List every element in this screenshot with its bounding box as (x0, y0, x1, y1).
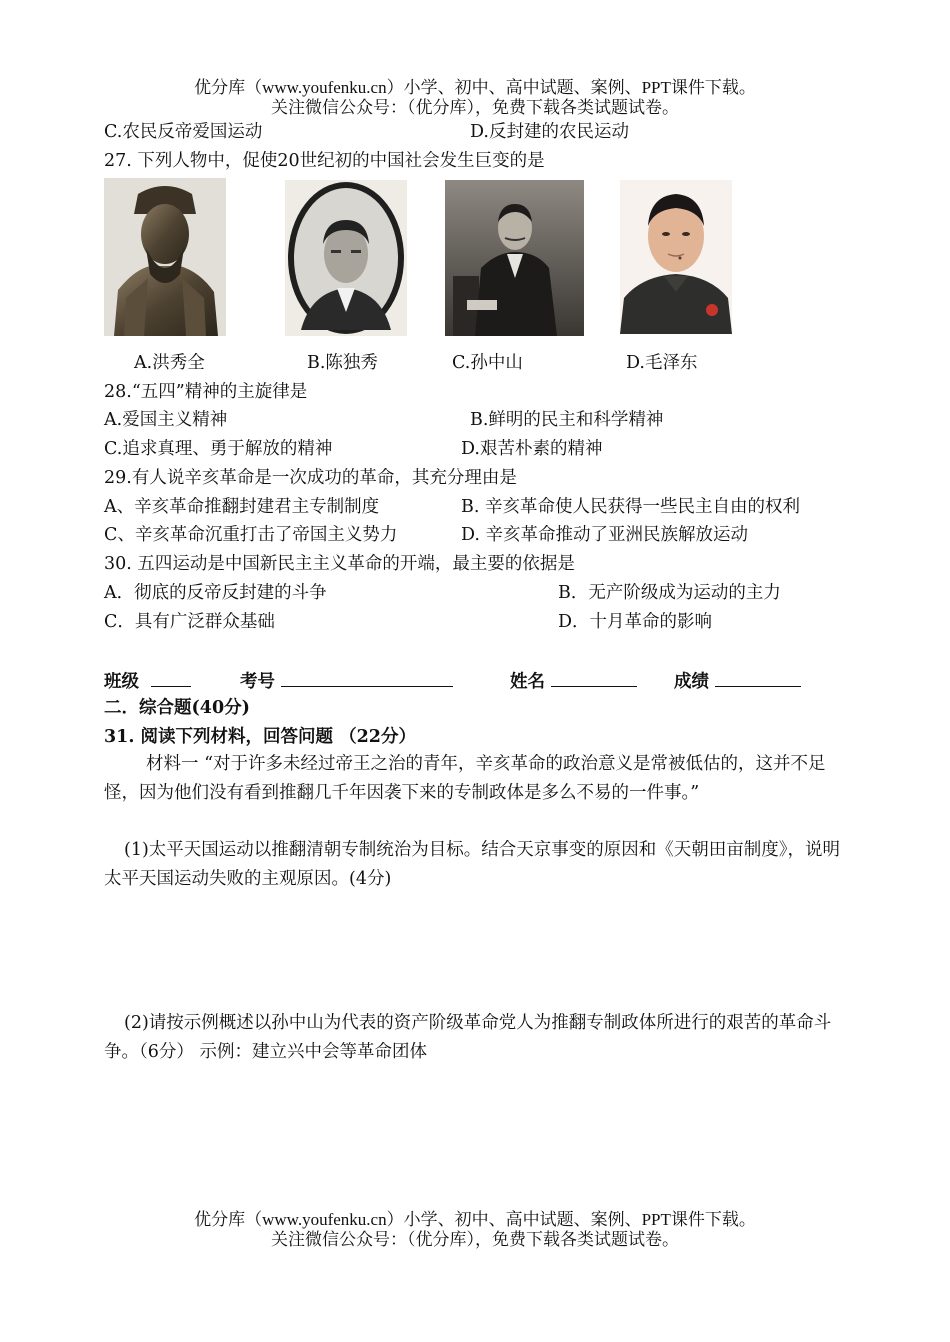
q29-option-d: D. 辛亥革命推动了亚洲民族解放运动 (461, 525, 749, 545)
score-group (674, 668, 801, 693)
footer-line-2: 关注微信公众号：（优分库），免费下载各类试题试卷。 (271, 1230, 679, 1249)
q27-option-d: D.毛泽东 (626, 353, 698, 373)
q29-option-b: B. 辛亥革命使人民获得一些民主自由的权利 (461, 497, 800, 517)
q27-stem: 27. 下列人物中，促使20世纪初的中国社会发生巨变的是 (104, 151, 545, 171)
score-field[interactable] (715, 668, 801, 687)
class-field[interactable] (151, 668, 191, 687)
name-field[interactable] (551, 668, 637, 687)
header-line-1: 优分库（www.youfenku.cn）小学、初中、高中试题、案例、PPT课件下载。 (194, 78, 756, 97)
portrait-hong-xiuquan (104, 178, 226, 336)
footer-line-1: 优分库（www.youfenku.cn）小学、初中、高中试题、案例、PPT课件下载。 (194, 1210, 756, 1229)
q30-stem: 30. 五四运动是中国新民主主义革命的开端，最主要的依据是 (104, 554, 575, 574)
q30-option-d: D．十月革命的影响 (558, 612, 713, 632)
q31-subquestion-1: (1)太平天国运动以推翻清朝专制统治为目标。结合天京事变的原因和《天朝田亩制度》，说明太平天国运动失败的主观原因。(4分) (104, 840, 841, 889)
q27-option-b: B.陈独秀 (307, 353, 378, 373)
q26-option-c: C.农民反帝爱国运动 (104, 122, 263, 142)
exam-no-label: 考号 (240, 672, 275, 692)
section-2-title: 二．综合题(40分) (104, 698, 250, 718)
q29-option-a: A、辛亥革命推翻封建君主专制制度 (104, 497, 380, 517)
student-info-row (104, 668, 191, 693)
q31-material-1: 材料一 “对于许多未经过帝王之治的青年，辛亥革命的政治意义是常被低估的，这并不足怪，因为他们没有看到推翻几千年因袭下来的专制政体是多么不易的一件事。” (104, 754, 826, 803)
header-line-2: 关注微信公众号：（优分库），免费下载各类试题试卷。 (271, 98, 679, 117)
q28-option-a: A.爱国主义精神 (104, 410, 228, 430)
name-group (510, 668, 637, 693)
q29-option-c: C、辛亥革命沉重打击了帝国主义势力 (104, 525, 398, 545)
exam-no-field[interactable] (281, 668, 453, 687)
q28-stem: 28.“五四”精神的主旋律是 (104, 382, 308, 402)
q30-option-b: B．无产阶级成为运动的主力 (558, 583, 781, 603)
q28-option-d: D.艰苦朴素的精神 (461, 439, 603, 459)
portrait-mao-zedong (620, 180, 732, 334)
q27-option-a: A.洪秀全 (134, 353, 205, 373)
q30-option-c: C．具有广泛群众基础 (104, 612, 275, 632)
q28-option-b: B.鲜明的民主和科学精神 (470, 410, 664, 430)
q30-option-a: A．彻底的反帝反封建的斗争 (104, 583, 327, 603)
q26-option-d: D.反封建的农民运动 (470, 122, 629, 142)
portrait-sun-yat-sen (445, 180, 584, 336)
q28-option-c: C.追求真理、勇于解放的精神 (104, 439, 333, 459)
q27-option-c: C.孙中山 (452, 353, 523, 373)
portrait-chen-duxiu (285, 180, 407, 336)
q29-stem: 29.有人说辛亥革命是一次成功的革命，其充分理由是 (104, 468, 517, 488)
q31-subquestion-2: (2)请按示例概述以孙中山为代表的资产阶级革命党人为推翻专制政体所进行的艰苦的革命斗争。（6分） 示例：建立兴中会等革命团体 (104, 1013, 832, 1062)
name-label: 姓名 (510, 672, 545, 692)
class-label: 班级 (104, 672, 139, 692)
exam-no-group (240, 668, 453, 693)
score-label: 成绩 (674, 672, 709, 692)
q31-stem: 31. 阅读下列材料，回答问题 （22分） (104, 727, 416, 747)
